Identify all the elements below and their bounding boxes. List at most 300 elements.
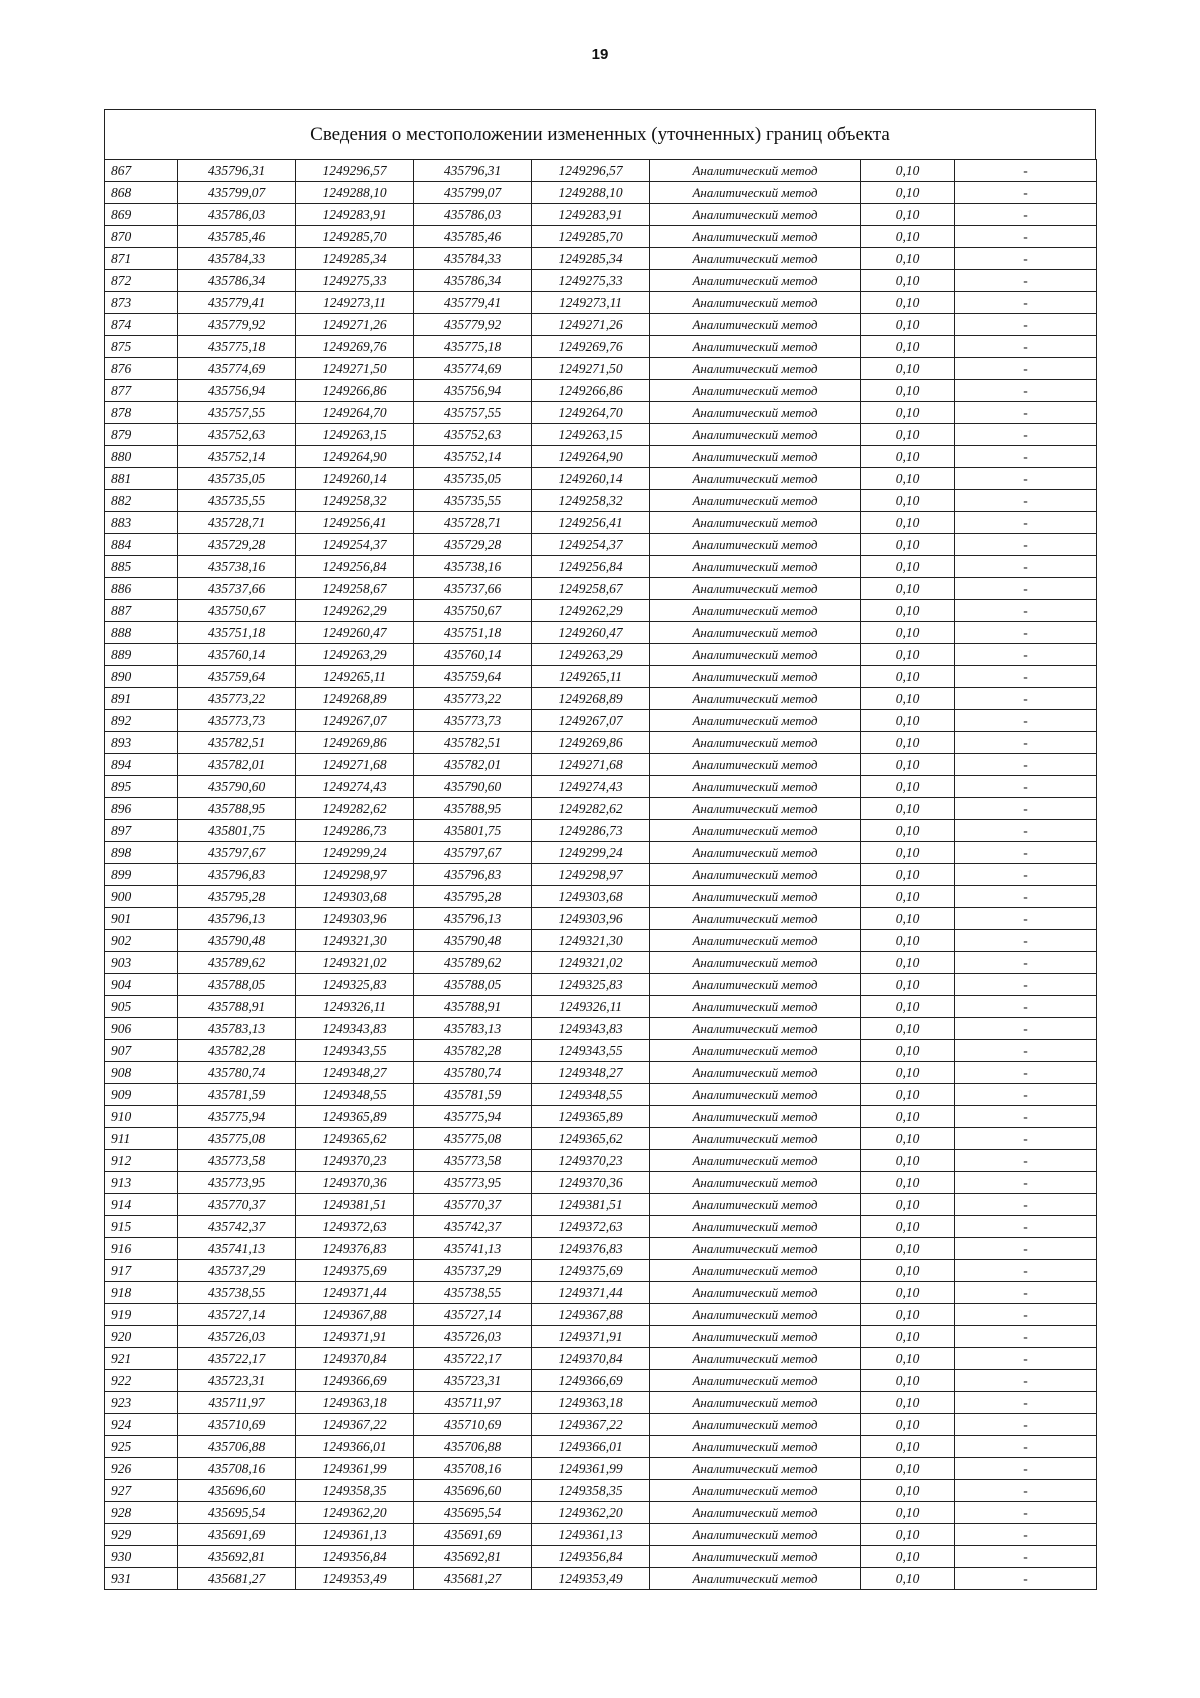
cell-y-new: 1249343,83 bbox=[532, 1018, 650, 1040]
table-row bbox=[105, 710, 1097, 732]
boundary-points-table bbox=[104, 159, 1097, 1590]
table-row bbox=[105, 1546, 1097, 1568]
cell-x-new: 435729,28 bbox=[414, 534, 532, 556]
cell-y-old: 1249303,68 bbox=[296, 886, 414, 908]
cell-method: Аналитический метод bbox=[650, 1502, 861, 1524]
cell-y-new: 1249358,35 bbox=[532, 1480, 650, 1502]
cell-y-old: 1249264,90 bbox=[296, 446, 414, 468]
cell-x-old: 435779,92 bbox=[178, 314, 296, 336]
cell-accuracy: 0,10 bbox=[861, 1018, 955, 1040]
cell-accuracy: 0,10 bbox=[861, 1414, 955, 1436]
cell-note: - bbox=[955, 710, 1097, 732]
cell-y-old: 1249372,63 bbox=[296, 1216, 414, 1238]
cell-y-old: 1249271,50 bbox=[296, 358, 414, 380]
table-row bbox=[105, 1304, 1097, 1326]
cell-point-number: 869 bbox=[105, 204, 178, 226]
table-row bbox=[105, 930, 1097, 952]
table-row bbox=[105, 1216, 1097, 1238]
table-row bbox=[105, 380, 1097, 402]
cell-note: - bbox=[955, 468, 1097, 490]
cell-note: - bbox=[955, 798, 1097, 820]
cell-x-old: 435737,66 bbox=[178, 578, 296, 600]
cell-y-new: 1249271,68 bbox=[532, 754, 650, 776]
cell-accuracy: 0,10 bbox=[861, 1084, 955, 1106]
cell-x-new: 435788,05 bbox=[414, 974, 532, 996]
cell-x-old: 435788,95 bbox=[178, 798, 296, 820]
cell-y-new: 1249375,69 bbox=[532, 1260, 650, 1282]
cell-point-number: 930 bbox=[105, 1546, 178, 1568]
cell-x-old: 435784,33 bbox=[178, 248, 296, 270]
table-row bbox=[105, 688, 1097, 710]
cell-y-old: 1249343,83 bbox=[296, 1018, 414, 1040]
cell-note: - bbox=[955, 226, 1097, 248]
cell-y-old: 1249303,96 bbox=[296, 908, 414, 930]
cell-point-number: 871 bbox=[105, 248, 178, 270]
cell-y-new: 1249273,11 bbox=[532, 292, 650, 314]
cell-x-new: 435773,73 bbox=[414, 710, 532, 732]
cell-note: - bbox=[955, 1260, 1097, 1282]
cell-x-new: 435751,18 bbox=[414, 622, 532, 644]
table-row bbox=[105, 1106, 1097, 1128]
cell-method: Аналитический метод bbox=[650, 534, 861, 556]
cell-y-new: 1249267,07 bbox=[532, 710, 650, 732]
cell-y-old: 1249258,32 bbox=[296, 490, 414, 512]
cell-note: - bbox=[955, 1282, 1097, 1304]
cell-point-number: 874 bbox=[105, 314, 178, 336]
cell-point-number: 907 bbox=[105, 1040, 178, 1062]
cell-note: - bbox=[955, 1348, 1097, 1370]
cell-y-old: 1249271,68 bbox=[296, 754, 414, 776]
cell-point-number: 890 bbox=[105, 666, 178, 688]
cell-y-new: 1249381,51 bbox=[532, 1194, 650, 1216]
cell-y-new: 1249264,90 bbox=[532, 446, 650, 468]
cell-point-number: 927 bbox=[105, 1480, 178, 1502]
cell-note: - bbox=[955, 446, 1097, 468]
cell-note: - bbox=[955, 1546, 1097, 1568]
cell-x-old: 435681,27 bbox=[178, 1568, 296, 1590]
cell-x-new: 435722,17 bbox=[414, 1348, 532, 1370]
cell-accuracy: 0,10 bbox=[861, 798, 955, 820]
cell-x-new: 435779,41 bbox=[414, 292, 532, 314]
cell-accuracy: 0,10 bbox=[861, 710, 955, 732]
cell-point-number: 882 bbox=[105, 490, 178, 512]
cell-y-old: 1249299,24 bbox=[296, 842, 414, 864]
cell-y-new: 1249363,18 bbox=[532, 1392, 650, 1414]
table-row bbox=[105, 446, 1097, 468]
cell-x-old: 435722,17 bbox=[178, 1348, 296, 1370]
cell-method: Аналитический метод bbox=[650, 1194, 861, 1216]
cell-y-old: 1249298,97 bbox=[296, 864, 414, 886]
table-row bbox=[105, 644, 1097, 666]
cell-x-new: 435737,29 bbox=[414, 1260, 532, 1282]
table-row bbox=[105, 1348, 1097, 1370]
cell-accuracy: 0,10 bbox=[861, 1106, 955, 1128]
cell-accuracy: 0,10 bbox=[861, 402, 955, 424]
table-row bbox=[105, 556, 1097, 578]
cell-y-new: 1249356,84 bbox=[532, 1546, 650, 1568]
cell-accuracy: 0,10 bbox=[861, 666, 955, 688]
cell-accuracy: 0,10 bbox=[861, 952, 955, 974]
cell-x-old: 435780,74 bbox=[178, 1062, 296, 1084]
cell-method: Аналитический метод bbox=[650, 1524, 861, 1546]
cell-note: - bbox=[955, 292, 1097, 314]
cell-method: Аналитический метод bbox=[650, 1062, 861, 1084]
table-row bbox=[105, 1414, 1097, 1436]
cell-point-number: 896 bbox=[105, 798, 178, 820]
cell-accuracy: 0,10 bbox=[861, 1480, 955, 1502]
cell-point-number: 924 bbox=[105, 1414, 178, 1436]
cell-note: - bbox=[955, 930, 1097, 952]
cell-x-old: 435788,91 bbox=[178, 996, 296, 1018]
cell-y-old: 1249348,55 bbox=[296, 1084, 414, 1106]
cell-x-old: 435756,94 bbox=[178, 380, 296, 402]
cell-y-new: 1249285,34 bbox=[532, 248, 650, 270]
cell-point-number: 906 bbox=[105, 1018, 178, 1040]
cell-x-old: 435790,60 bbox=[178, 776, 296, 798]
cell-note: - bbox=[955, 336, 1097, 358]
cell-y-old: 1249269,86 bbox=[296, 732, 414, 754]
cell-x-new: 435783,13 bbox=[414, 1018, 532, 1040]
cell-method: Аналитический метод bbox=[650, 314, 861, 336]
cell-x-old: 435760,14 bbox=[178, 644, 296, 666]
cell-y-old: 1249321,30 bbox=[296, 930, 414, 952]
cell-method: Аналитический метод bbox=[650, 380, 861, 402]
cell-y-old: 1249356,84 bbox=[296, 1546, 414, 1568]
cell-y-new: 1249365,62 bbox=[532, 1128, 650, 1150]
cell-y-new: 1249282,62 bbox=[532, 798, 650, 820]
cell-y-new: 1249325,83 bbox=[532, 974, 650, 996]
cell-method: Аналитический метод bbox=[650, 336, 861, 358]
cell-method: Аналитический метод bbox=[650, 754, 861, 776]
cell-y-new: 1249286,73 bbox=[532, 820, 650, 842]
cell-accuracy: 0,10 bbox=[861, 600, 955, 622]
cell-note: - bbox=[955, 952, 1097, 974]
cell-point-number: 916 bbox=[105, 1238, 178, 1260]
cell-point-number: 919 bbox=[105, 1304, 178, 1326]
cell-accuracy: 0,10 bbox=[861, 842, 955, 864]
table-row bbox=[105, 1150, 1097, 1172]
cell-point-number: 901 bbox=[105, 908, 178, 930]
cell-y-old: 1249285,34 bbox=[296, 248, 414, 270]
cell-point-number: 872 bbox=[105, 270, 178, 292]
cell-y-new: 1249271,26 bbox=[532, 314, 650, 336]
cell-note: - bbox=[955, 996, 1097, 1018]
cell-accuracy: 0,10 bbox=[861, 1568, 955, 1590]
cell-accuracy: 0,10 bbox=[861, 1040, 955, 1062]
table-row bbox=[105, 1480, 1097, 1502]
cell-note: - bbox=[955, 314, 1097, 336]
cell-x-new: 435782,01 bbox=[414, 754, 532, 776]
table-row bbox=[105, 1238, 1097, 1260]
table-row bbox=[105, 468, 1097, 490]
cell-x-new: 435706,88 bbox=[414, 1436, 532, 1458]
cell-method: Аналитический метод bbox=[650, 182, 861, 204]
cell-method: Аналитический метод bbox=[650, 1370, 861, 1392]
cell-y-new: 1249348,27 bbox=[532, 1062, 650, 1084]
cell-x-old: 435752,14 bbox=[178, 446, 296, 468]
cell-accuracy: 0,10 bbox=[861, 732, 955, 754]
cell-y-old: 1249296,57 bbox=[296, 160, 414, 182]
cell-method: Аналитический метод bbox=[650, 358, 861, 380]
cell-accuracy: 0,10 bbox=[861, 512, 955, 534]
cell-y-new: 1249268,89 bbox=[532, 688, 650, 710]
cell-y-new: 1249283,91 bbox=[532, 204, 650, 226]
cell-accuracy: 0,10 bbox=[861, 908, 955, 930]
cell-x-new: 435785,46 bbox=[414, 226, 532, 248]
cell-point-number: 903 bbox=[105, 952, 178, 974]
cell-y-old: 1249343,55 bbox=[296, 1040, 414, 1062]
table-row bbox=[105, 820, 1097, 842]
cell-accuracy: 0,10 bbox=[861, 468, 955, 490]
cell-y-old: 1249286,73 bbox=[296, 820, 414, 842]
cell-x-old: 435775,08 bbox=[178, 1128, 296, 1150]
cell-note: - bbox=[955, 182, 1097, 204]
cell-point-number: 868 bbox=[105, 182, 178, 204]
cell-y-old: 1249266,86 bbox=[296, 380, 414, 402]
cell-y-old: 1249363,18 bbox=[296, 1392, 414, 1414]
cell-point-number: 912 bbox=[105, 1150, 178, 1172]
cell-method: Аналитический метод bbox=[650, 952, 861, 974]
cell-x-new: 435801,75 bbox=[414, 820, 532, 842]
table-title: Сведения о местоположении измененных (уточненных) границ объекта bbox=[104, 109, 1096, 159]
cell-point-number: 898 bbox=[105, 842, 178, 864]
table-row bbox=[105, 292, 1097, 314]
cell-method: Аналитический метод bbox=[650, 1436, 861, 1458]
cell-note: - bbox=[955, 842, 1097, 864]
cell-x-new: 435786,34 bbox=[414, 270, 532, 292]
cell-method: Аналитический метод bbox=[650, 622, 861, 644]
cell-method: Аналитический метод bbox=[650, 688, 861, 710]
cell-x-new: 435781,59 bbox=[414, 1084, 532, 1106]
cell-note: - bbox=[955, 270, 1097, 292]
cell-note: - bbox=[955, 1018, 1097, 1040]
cell-method: Аналитический метод bbox=[650, 1040, 861, 1062]
cell-method: Аналитический метод bbox=[650, 226, 861, 248]
cell-point-number: 893 bbox=[105, 732, 178, 754]
cell-note: - bbox=[955, 1106, 1097, 1128]
cell-y-old: 1249256,41 bbox=[296, 512, 414, 534]
cell-method: Аналитический метод bbox=[650, 864, 861, 886]
cell-note: - bbox=[955, 1040, 1097, 1062]
cell-y-old: 1249361,99 bbox=[296, 1458, 414, 1480]
cell-x-old: 435728,71 bbox=[178, 512, 296, 534]
cell-accuracy: 0,10 bbox=[861, 1326, 955, 1348]
cell-method: Аналитический метод bbox=[650, 1150, 861, 1172]
cell-y-new: 1249326,11 bbox=[532, 996, 650, 1018]
cell-method: Аналитический метод bbox=[650, 1282, 861, 1304]
cell-method: Аналитический метод bbox=[650, 1414, 861, 1436]
cell-y-old: 1249274,43 bbox=[296, 776, 414, 798]
cell-y-new: 1249266,86 bbox=[532, 380, 650, 402]
cell-accuracy: 0,10 bbox=[861, 1238, 955, 1260]
cell-x-new: 435735,05 bbox=[414, 468, 532, 490]
cell-method: Аналитический метод bbox=[650, 710, 861, 732]
cell-y-new: 1249260,14 bbox=[532, 468, 650, 490]
cell-x-old: 435692,81 bbox=[178, 1546, 296, 1568]
cell-point-number: 922 bbox=[105, 1370, 178, 1392]
cell-point-number: 908 bbox=[105, 1062, 178, 1084]
cell-y-old: 1249367,88 bbox=[296, 1304, 414, 1326]
cell-accuracy: 0,10 bbox=[861, 446, 955, 468]
cell-accuracy: 0,10 bbox=[861, 380, 955, 402]
table-row bbox=[105, 512, 1097, 534]
cell-y-new: 1249275,33 bbox=[532, 270, 650, 292]
cell-x-old: 435708,16 bbox=[178, 1458, 296, 1480]
cell-y-old: 1249366,01 bbox=[296, 1436, 414, 1458]
cell-y-new: 1249263,29 bbox=[532, 644, 650, 666]
cell-accuracy: 0,10 bbox=[861, 1524, 955, 1546]
cell-method: Аналитический метод bbox=[650, 1260, 861, 1282]
cell-y-new: 1249260,47 bbox=[532, 622, 650, 644]
cell-x-old: 435781,59 bbox=[178, 1084, 296, 1106]
cell-point-number: 886 bbox=[105, 578, 178, 600]
cell-y-new: 1249343,55 bbox=[532, 1040, 650, 1062]
cell-accuracy: 0,10 bbox=[861, 160, 955, 182]
cell-note: - bbox=[955, 776, 1097, 798]
cell-x-new: 435796,31 bbox=[414, 160, 532, 182]
cell-note: - bbox=[955, 886, 1097, 908]
cell-point-number: 888 bbox=[105, 622, 178, 644]
cell-accuracy: 0,10 bbox=[861, 490, 955, 512]
cell-x-old: 435796,31 bbox=[178, 160, 296, 182]
cell-accuracy: 0,10 bbox=[861, 226, 955, 248]
cell-x-new: 435738,55 bbox=[414, 1282, 532, 1304]
table-row bbox=[105, 952, 1097, 974]
cell-method: Аналитический метод bbox=[650, 490, 861, 512]
cell-x-old: 435788,05 bbox=[178, 974, 296, 996]
cell-note: - bbox=[955, 1150, 1097, 1172]
table-row bbox=[105, 996, 1097, 1018]
table-row bbox=[105, 886, 1097, 908]
cell-note: - bbox=[955, 974, 1097, 996]
table-row bbox=[105, 1084, 1097, 1106]
cell-accuracy: 0,10 bbox=[861, 424, 955, 446]
cell-x-old: 435770,37 bbox=[178, 1194, 296, 1216]
cell-accuracy: 0,10 bbox=[861, 974, 955, 996]
cell-y-new: 1249353,49 bbox=[532, 1568, 650, 1590]
cell-x-new: 435790,48 bbox=[414, 930, 532, 952]
cell-point-number: 873 bbox=[105, 292, 178, 314]
cell-accuracy: 0,10 bbox=[861, 1216, 955, 1238]
cell-y-old: 1249260,14 bbox=[296, 468, 414, 490]
cell-note: - bbox=[955, 1370, 1097, 1392]
cell-y-old: 1249367,22 bbox=[296, 1414, 414, 1436]
table-row bbox=[105, 358, 1097, 380]
cell-x-new: 435691,69 bbox=[414, 1524, 532, 1546]
cell-accuracy: 0,10 bbox=[861, 1458, 955, 1480]
cell-x-new: 435752,63 bbox=[414, 424, 532, 446]
cell-y-old: 1249283,91 bbox=[296, 204, 414, 226]
cell-method: Аналитический метод bbox=[650, 204, 861, 226]
cell-y-old: 1249273,11 bbox=[296, 292, 414, 314]
cell-note: - bbox=[955, 1436, 1097, 1458]
cell-note: - bbox=[955, 600, 1097, 622]
cell-y-old: 1249371,44 bbox=[296, 1282, 414, 1304]
cell-x-new: 435727,14 bbox=[414, 1304, 532, 1326]
cell-x-old: 435757,55 bbox=[178, 402, 296, 424]
cell-point-number: 889 bbox=[105, 644, 178, 666]
table-row bbox=[105, 1502, 1097, 1524]
cell-x-old: 435774,69 bbox=[178, 358, 296, 380]
cell-point-number: 928 bbox=[105, 1502, 178, 1524]
table-row bbox=[105, 732, 1097, 754]
cell-y-new: 1249371,91 bbox=[532, 1326, 650, 1348]
cell-y-new: 1249366,01 bbox=[532, 1436, 650, 1458]
cell-note: - bbox=[955, 1304, 1097, 1326]
cell-x-old: 435773,22 bbox=[178, 688, 296, 710]
cell-method: Аналитический метод bbox=[650, 1326, 861, 1348]
cell-x-new: 435788,95 bbox=[414, 798, 532, 820]
cell-accuracy: 0,10 bbox=[861, 1172, 955, 1194]
cell-x-old: 435773,73 bbox=[178, 710, 296, 732]
table-row bbox=[105, 160, 1097, 182]
cell-y-new: 1249263,15 bbox=[532, 424, 650, 446]
cell-x-old: 435691,69 bbox=[178, 1524, 296, 1546]
cell-note: - bbox=[955, 644, 1097, 666]
table-row bbox=[105, 1436, 1097, 1458]
cell-y-old: 1249260,47 bbox=[296, 622, 414, 644]
cell-y-old: 1249263,15 bbox=[296, 424, 414, 446]
cell-y-new: 1249271,50 bbox=[532, 358, 650, 380]
cell-x-old: 435737,29 bbox=[178, 1260, 296, 1282]
cell-method: Аналитический метод bbox=[650, 468, 861, 490]
cell-accuracy: 0,10 bbox=[861, 1392, 955, 1414]
cell-accuracy: 0,10 bbox=[861, 1260, 955, 1282]
cell-method: Аналитический метод bbox=[650, 248, 861, 270]
cell-note: - bbox=[955, 512, 1097, 534]
cell-y-new: 1249285,70 bbox=[532, 226, 650, 248]
table-row bbox=[105, 842, 1097, 864]
cell-point-number: 887 bbox=[105, 600, 178, 622]
cell-point-number: 921 bbox=[105, 1348, 178, 1370]
cell-y-new: 1249348,55 bbox=[532, 1084, 650, 1106]
cell-x-new: 435788,91 bbox=[414, 996, 532, 1018]
table-row bbox=[105, 1326, 1097, 1348]
cell-note: - bbox=[955, 380, 1097, 402]
cell-y-new: 1249303,68 bbox=[532, 886, 650, 908]
cell-y-new: 1249254,37 bbox=[532, 534, 650, 556]
cell-y-old: 1249271,26 bbox=[296, 314, 414, 336]
table-row bbox=[105, 1282, 1097, 1304]
cell-point-number: 895 bbox=[105, 776, 178, 798]
cell-method: Аналитический метод bbox=[650, 732, 861, 754]
cell-note: - bbox=[955, 248, 1097, 270]
cell-x-new: 435796,83 bbox=[414, 864, 532, 886]
cell-point-number: 914 bbox=[105, 1194, 178, 1216]
cell-x-old: 435738,16 bbox=[178, 556, 296, 578]
cell-x-old: 435789,62 bbox=[178, 952, 296, 974]
cell-note: - bbox=[955, 1502, 1097, 1524]
cell-y-new: 1249370,36 bbox=[532, 1172, 650, 1194]
cell-x-new: 435782,51 bbox=[414, 732, 532, 754]
cell-x-new: 435775,18 bbox=[414, 336, 532, 358]
cell-y-old: 1249366,69 bbox=[296, 1370, 414, 1392]
cell-note: - bbox=[955, 1194, 1097, 1216]
cell-x-old: 435775,18 bbox=[178, 336, 296, 358]
cell-y-old: 1249326,11 bbox=[296, 996, 414, 1018]
cell-accuracy: 0,10 bbox=[861, 270, 955, 292]
cell-y-old: 1249321,02 bbox=[296, 952, 414, 974]
cell-x-new: 435750,67 bbox=[414, 600, 532, 622]
cell-y-new: 1249321,30 bbox=[532, 930, 650, 952]
cell-x-new: 435786,03 bbox=[414, 204, 532, 226]
cell-x-new: 435723,31 bbox=[414, 1370, 532, 1392]
cell-y-new: 1249376,83 bbox=[532, 1238, 650, 1260]
cell-method: Аналитический метод bbox=[650, 974, 861, 996]
cell-y-old: 1249358,35 bbox=[296, 1480, 414, 1502]
cell-accuracy: 0,10 bbox=[861, 1370, 955, 1392]
cell-x-new: 435681,27 bbox=[414, 1568, 532, 1590]
